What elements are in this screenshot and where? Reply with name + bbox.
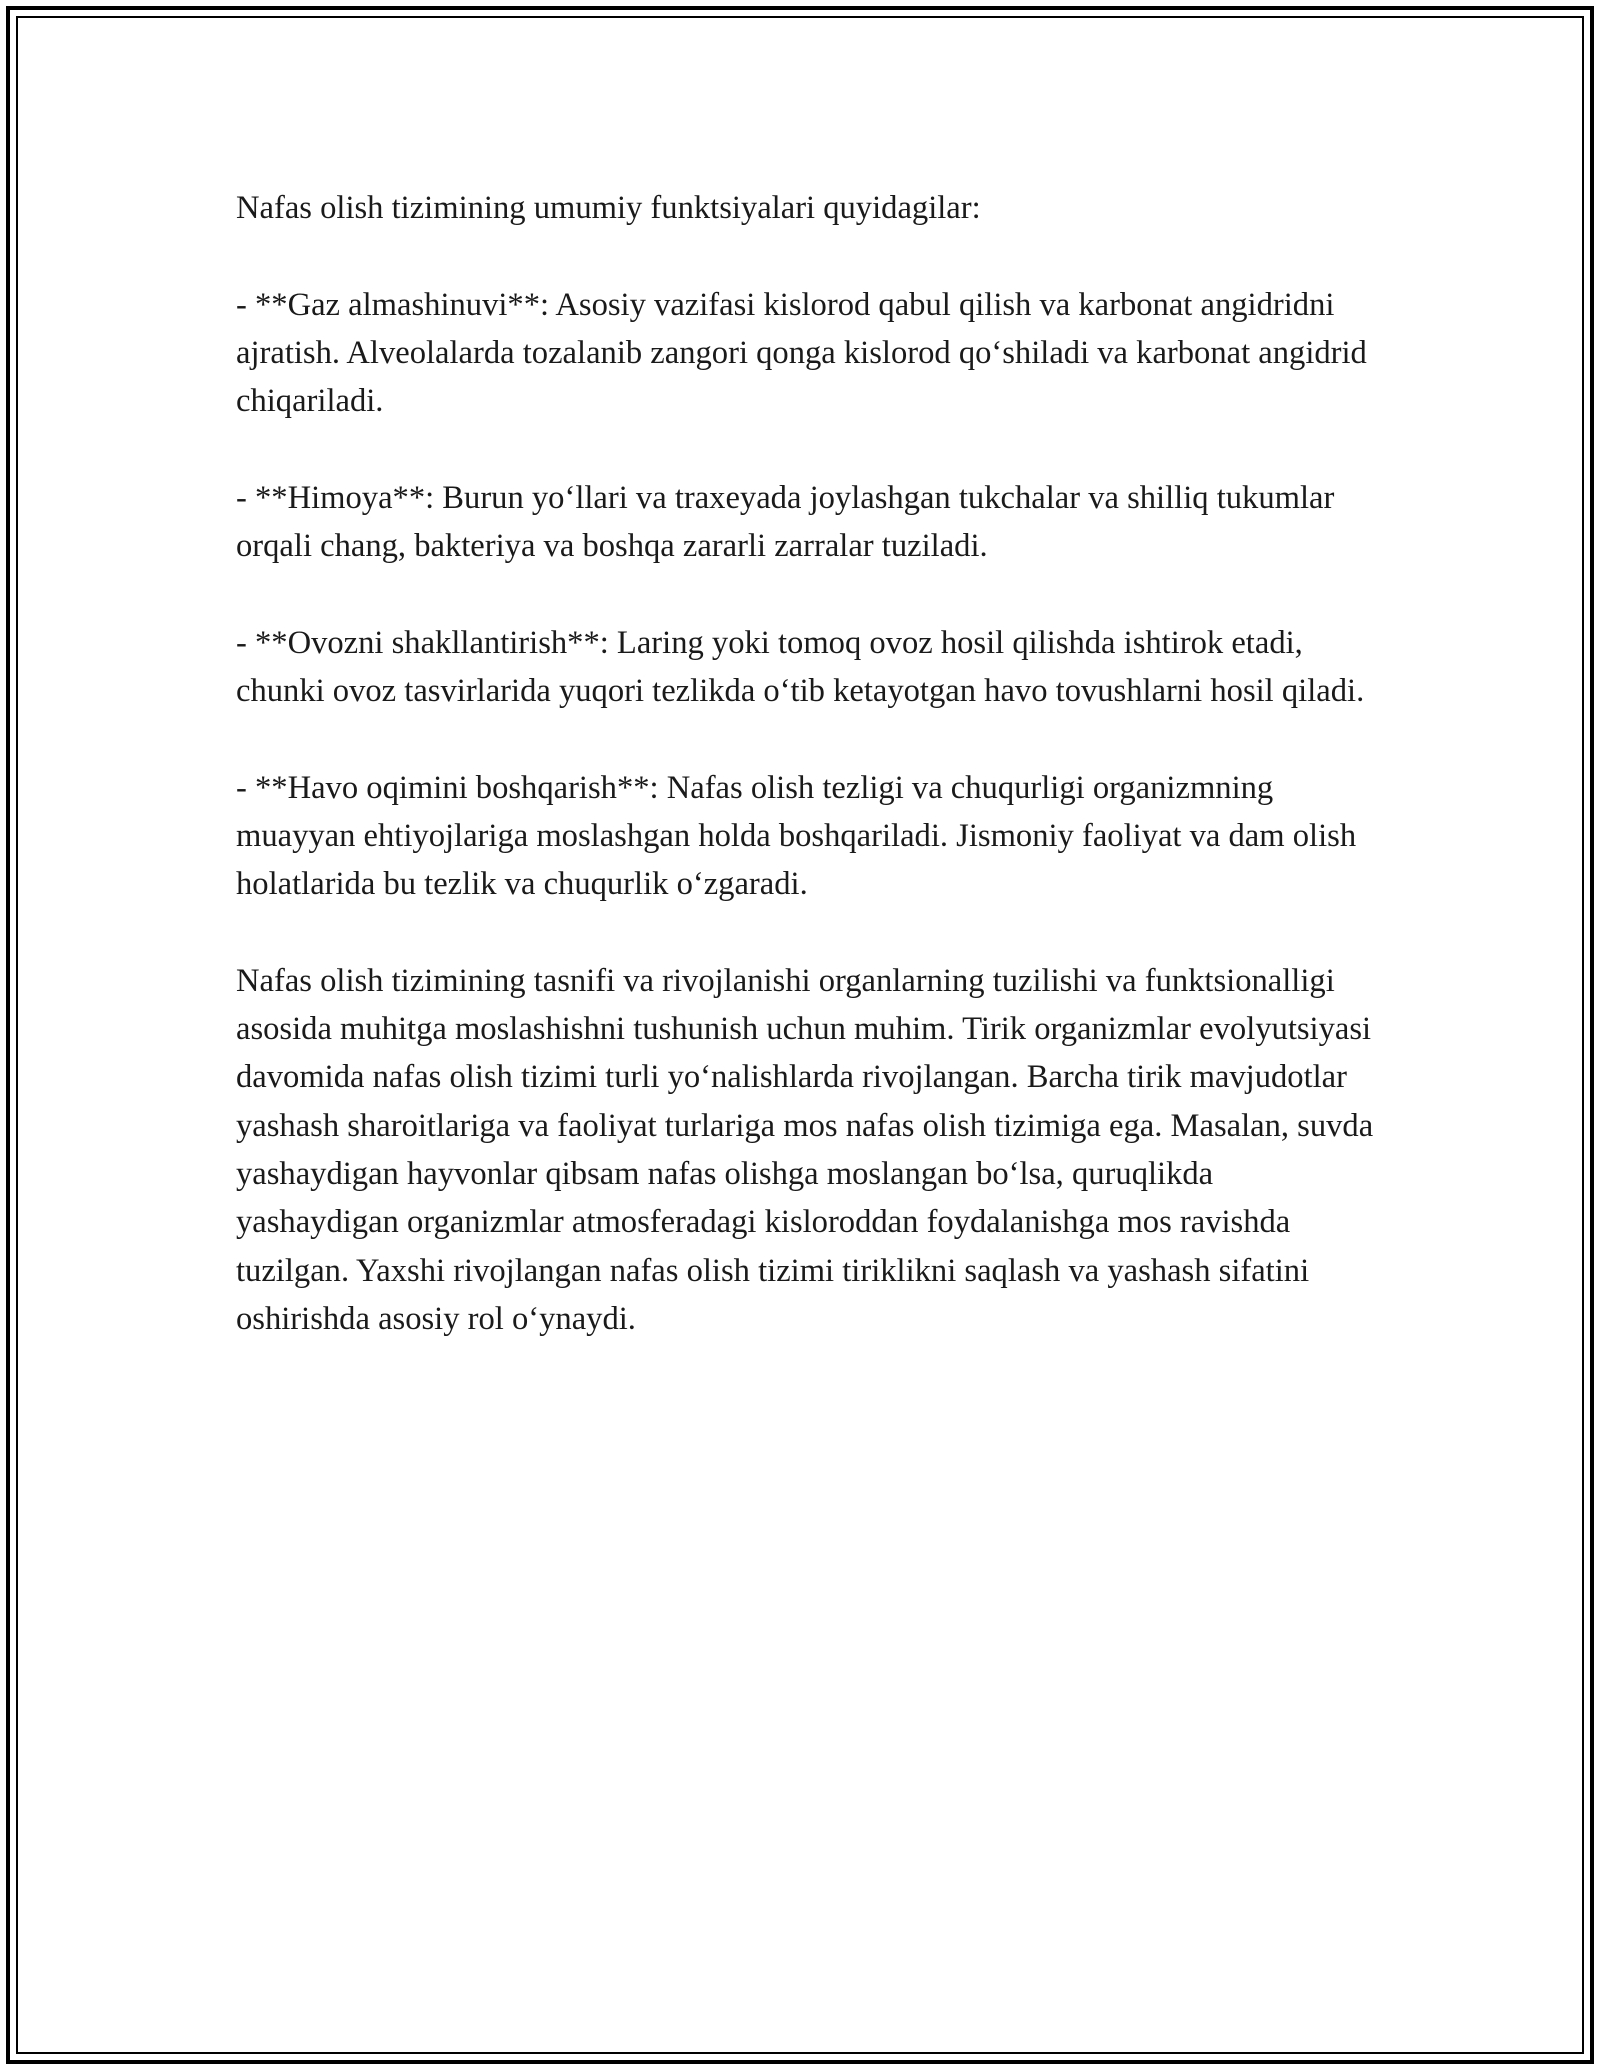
list-item-gas-exchange: - **Gaz almashinuvi**: Asosiy vazifasi kislorod qabul qilish va karbonat angidridni ajratish. Alveolalarda tozalanib zangori qonga kislorod qo‘shiladi va karbonat angidrid chiqariladi. bbox=[236, 286, 1367, 420]
list-item-airflow-control: - **Havo oqimini boshqarish**: Nafas olish tezligi va chuqurligi organizmning muayyan ehtiyojlariga moslashgan holda boshqariladi. Jismoniy faoliyat va dam olish holatlarida bu tezlik va chuqurlik o‘zgaradi. bbox=[236, 769, 1357, 903]
list-item-voice-formation: - **Ovozni shakllantirish**: Laring yoki tomoq ovoz hosil qilishda ishtirok etadi, chunki ovoz tasvirlarida yuqori tezlikda o‘tib ketayotgan havo tovushlarni hosil qiladi. bbox=[236, 624, 1365, 709]
conclusion-paragraph: Nafas olish tizimining tasnifi va rivojlanishi organlarning tuzilishi va funktsionalligi asosida muhitga moslashishni tushunish uchun muhim. Tirik organizmlar evolyutsiyasi davomida nafas olish tizimi turli yo‘nalishlarda rivojlangan. Barcha tirik mavjudotlar yashash sharoitlariga va faoliyat turlariga mos nafas olish tizimiga ega. Masalan, suvda yashaydigan hayvonlar qibsam nafas olishga moslangan bo‘lsa, quruqlikda yashaydigan organizmlar atmosferadagi kisloroddan foydalanishga mos ravishda tuzilgan. Yaxshi rivojlangan nafas olish tizimi tiriklikni saqlash va yashash sifatini oshirishda asosiy rol o‘ynaydi. bbox=[236, 962, 1374, 1337]
document-body bbox=[236, 184, 1376, 1391]
list-item-protection: - **Himoya**: Burun yo‘llari va traxeyada joylashgan tukchalar va shilliq tukumlar orqali chang, bakteriya va boshqa zararli zarralar tuziladi. bbox=[236, 479, 1335, 565]
intro-paragraph: Nafas olish tizimining umumiy funktsiyalari quyidagilar: bbox=[236, 190, 981, 226]
